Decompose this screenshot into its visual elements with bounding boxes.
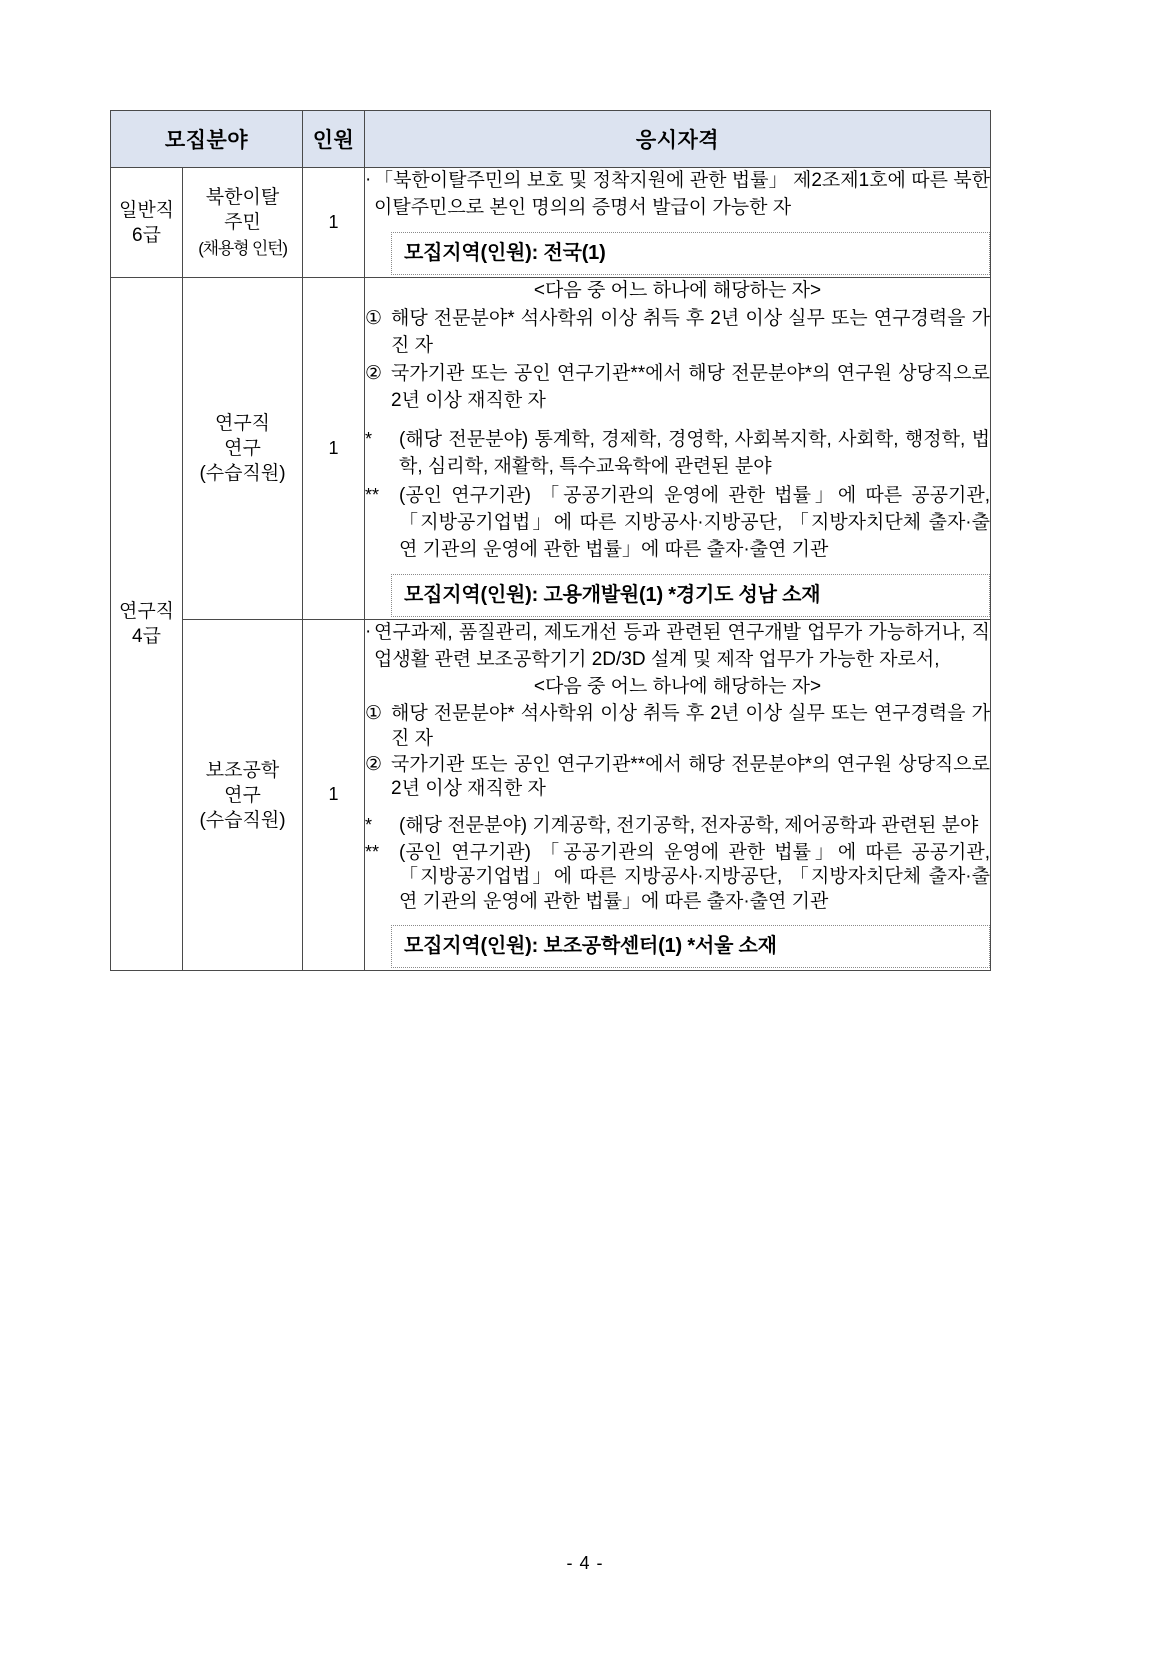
table-row <box>111 168 991 278</box>
spacer <box>365 415 990 425</box>
note-marker: * <box>365 815 373 836</box>
note-text: (해당 전문분야) 기계공학, 전기공학, 전자공학, 제어공학과 관련된 분야 <box>399 815 979 837</box>
qualification-lead: · 「북한이탈주민의 보호 및 정착지원에 관한 법률」 제2조제1호에 따른 북한이탈주민으로 본인 명의의 증명서 발급이 가능한 자 <box>365 168 990 222</box>
header-qualification: 응시자격 <box>365 111 991 168</box>
category-line-2: 6급 <box>132 224 161 246</box>
table-row <box>111 620 991 971</box>
item-marker: ① <box>365 703 383 725</box>
recruitment-table <box>110 110 991 971</box>
page-number: - 4 - <box>566 1553 604 1573</box>
row-field-name <box>183 278 303 620</box>
field-subnote: (수습직원) <box>199 463 286 485</box>
qualification-note-1 <box>365 814 990 839</box>
qualification-note-2 <box>365 483 990 564</box>
region-box: 모집지역(인원): 전국(1) <box>391 232 990 275</box>
qualification-item-2 <box>365 361 990 415</box>
row-count: 1 <box>303 278 365 620</box>
item-text: 해당 전문분야* 석사학위 이상 취득 후 2년 이상 실무 또는 연구경력을 가진 자 <box>391 703 990 749</box>
row-field-name <box>183 620 303 971</box>
row-qualification <box>365 278 991 620</box>
note-marker: * <box>365 429 373 450</box>
field-subnote: (채용형 인턴) <box>198 238 287 258</box>
item-marker: ① <box>365 308 383 330</box>
note-marker: ** <box>365 485 380 506</box>
row-qualification <box>365 168 991 278</box>
field-line-2: 주민 <box>224 212 261 234</box>
region-box: 모집지역(인원): 고용개발원(1) *경기도 성남 소재 <box>391 574 990 617</box>
field-subnote: (수습직원) <box>199 809 286 831</box>
qualification-note-2 <box>365 841 990 915</box>
note-text: (공인 연구기관) 「공공기관의 운영에 관한 법률」에 따른 공공기관, 「지방공기업법」에 따른 지방공사·지방공단, 「지방자치단체 출자·출연 기관의 운영에 관한 법률」에 따른 출자·출연 기관 <box>399 485 990 561</box>
table-header-row <box>111 111 991 168</box>
item-text: 해당 전문분야* 석사학위 이상 취득 후 2년 이상 실무 또는 연구경력을 가진 자 <box>391 308 990 357</box>
spacer <box>365 802 990 812</box>
row-count: 1 <box>303 620 365 971</box>
item-marker: ② <box>365 363 383 385</box>
table-header <box>111 111 991 168</box>
row-category-research <box>111 278 183 971</box>
header-count: 인원 <box>303 111 365 168</box>
category-line-2: 4급 <box>132 626 161 648</box>
row-count: 1 <box>303 168 365 278</box>
qualification-heading: <다음 중 어느 하나에 해당하는 자> <box>533 676 822 698</box>
row-category-general <box>111 168 183 278</box>
qualification-heading: <다음 중 어느 하나에 해당하는 자> <box>533 280 822 302</box>
note-text: (해당 전문분야) 통계학, 경제학, 경영학, 사회복지학, 사회학, 행정학, 법학, 심리학, 재활학, 특수교육학에 관련된 분야 <box>399 429 990 478</box>
qualification-item-1 <box>365 306 990 360</box>
item-text: 국가기관 또는 공인 연구기관**에서 해당 전문분야*의 연구원 상당직으로 2년 이상 재직한 자 <box>391 753 990 800</box>
field-line-1: 북한이탈 <box>205 187 280 209</box>
category-line-1: 일반직 <box>118 199 175 221</box>
qualification-item-2 <box>365 753 990 802</box>
item-marker: ② <box>365 753 383 775</box>
field-line-2: 연구 <box>224 784 261 806</box>
field-line-2: 연구 <box>224 438 261 460</box>
category-line-1: 연구직 <box>118 601 175 623</box>
row-field-name <box>183 168 303 278</box>
field-line-1: 연구직 <box>214 413 271 435</box>
qualification-lead: · 연구과제, 품질관리, 제도개선 등과 관련된 연구개발 업무가 가능하거나, 직업생활 관련 보조공학기기 2D/3D 설계 및 제작 업무가 가능한 자로서, <box>365 620 990 674</box>
qualification-item-1 <box>365 702 990 751</box>
table-body <box>111 168 991 971</box>
field-line-1: 보조공학 <box>205 759 280 781</box>
item-text: 국가기관 또는 공인 연구기관**에서 해당 전문분야*의 연구원 상당직으로 2년 이상 재직한 자 <box>391 363 990 412</box>
qualification-note-1 <box>365 427 990 481</box>
header-field: 모집분야 <box>111 111 303 168</box>
table-row <box>111 278 991 620</box>
note-marker: ** <box>365 841 380 862</box>
note-text: (공인 연구기관) 「공공기관의 운영에 관한 법률」에 따른 공공기관, 「지방공기업법」에 따른 지방공사·지방공단, 「지방자치단체 출자·출연 기관의 운영에 관한 법률」에 따른 출자·출연 기관 <box>399 841 990 913</box>
region-box: 모집지역(인원): 보조공학센터(1) *서울 소재 <box>391 925 990 968</box>
row-qualification <box>365 620 991 971</box>
